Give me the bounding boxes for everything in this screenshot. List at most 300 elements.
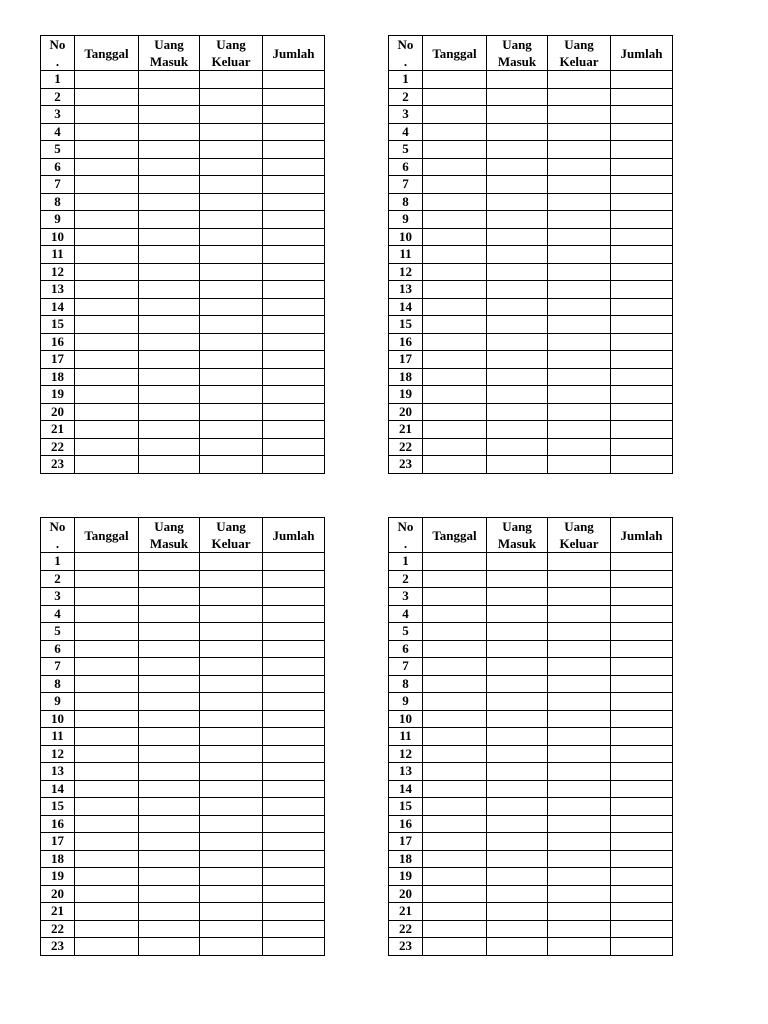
uang-masuk-cell <box>139 193 200 211</box>
row-number: 22 <box>41 438 75 456</box>
jumlah-cell <box>611 640 673 658</box>
jumlah-cell <box>263 815 325 833</box>
row-number: 19 <box>389 868 423 886</box>
uang-keluar-cell <box>548 456 611 474</box>
uang-keluar-cell <box>200 868 263 886</box>
table-row <box>41 903 325 921</box>
row-number: 18 <box>389 368 423 386</box>
row-number: 13 <box>41 281 75 299</box>
tanggal-cell <box>75 263 139 281</box>
uang-masuk-cell <box>487 763 548 781</box>
uang-masuk-cell <box>487 281 548 299</box>
jumlah-cell <box>263 281 325 299</box>
uang-masuk-cell <box>139 763 200 781</box>
row-number: 20 <box>389 885 423 903</box>
uang-keluar-cell <box>200 351 263 369</box>
row-number: 15 <box>389 316 423 334</box>
uang-keluar-cell <box>200 141 263 159</box>
uang-keluar-cell <box>548 228 611 246</box>
tanggal-cell <box>75 658 139 676</box>
uang-masuk-cell <box>139 403 200 421</box>
uang-keluar-cell <box>548 623 611 641</box>
row-number: 18 <box>389 850 423 868</box>
table-row <box>389 246 673 264</box>
table-row <box>389 710 673 728</box>
uang-keluar-cell <box>200 386 263 404</box>
table-row <box>41 123 325 141</box>
tanggal-cell <box>423 588 487 606</box>
row-number: 4 <box>389 605 423 623</box>
ledger-body <box>41 553 325 956</box>
ledger-body <box>41 71 325 474</box>
tanggal-cell <box>75 938 139 956</box>
table-row <box>41 553 325 571</box>
uang-masuk-cell <box>139 123 200 141</box>
row-number: 3 <box>389 588 423 606</box>
jumlah-cell <box>263 351 325 369</box>
tanggal-cell <box>75 815 139 833</box>
row-number: 4 <box>41 123 75 141</box>
tanggal-cell <box>423 141 487 159</box>
uang-masuk-cell <box>139 438 200 456</box>
row-number: 23 <box>41 456 75 474</box>
tanggal-cell <box>423 623 487 641</box>
tanggal-cell <box>75 246 139 264</box>
table-row <box>389 123 673 141</box>
row-number: 12 <box>389 263 423 281</box>
tanggal-cell <box>75 88 139 106</box>
uang-keluar-cell <box>200 903 263 921</box>
tanggal-cell <box>75 386 139 404</box>
uang-masuk-cell <box>139 158 200 176</box>
uang-masuk-cell <box>139 833 200 851</box>
uang-keluar-cell <box>200 780 263 798</box>
row-number: 10 <box>41 710 75 728</box>
uang-masuk-cell <box>487 553 548 571</box>
jumlah-cell <box>611 281 673 299</box>
ledger-table-bottom-right <box>388 517 673 956</box>
uang-masuk-cell <box>487 333 548 351</box>
uang-masuk-cell <box>487 920 548 938</box>
ledger-table-top-left <box>40 35 325 474</box>
table-row <box>41 333 325 351</box>
row-number: 7 <box>41 176 75 194</box>
jumlah-cell <box>263 333 325 351</box>
jumlah-cell <box>611 850 673 868</box>
row-number: 7 <box>389 658 423 676</box>
uang-masuk-cell <box>139 658 200 676</box>
uang-keluar-cell <box>548 570 611 588</box>
uang-masuk-cell <box>487 106 548 124</box>
tanggal-cell <box>423 421 487 439</box>
tanggal-cell <box>423 745 487 763</box>
tanggal-cell <box>423 368 487 386</box>
jumlah-cell <box>611 333 673 351</box>
row-number: 14 <box>389 780 423 798</box>
uang-masuk-cell <box>139 588 200 606</box>
tanggal-cell <box>75 211 139 229</box>
header-uang-keluar <box>548 518 611 553</box>
uang-keluar-cell <box>548 421 611 439</box>
tanggal-cell <box>75 316 139 334</box>
tanggal-cell <box>423 281 487 299</box>
table-row <box>389 158 673 176</box>
row-number: 4 <box>41 605 75 623</box>
tanggal-cell <box>423 263 487 281</box>
tanggal-cell <box>75 351 139 369</box>
jumlah-cell <box>611 780 673 798</box>
table-row <box>389 920 673 938</box>
tanggal-cell <box>75 728 139 746</box>
table-row <box>389 298 673 316</box>
jumlah-cell <box>611 675 673 693</box>
tanggal-cell <box>75 850 139 868</box>
jumlah-cell <box>611 868 673 886</box>
tanggal-cell <box>75 885 139 903</box>
row-number: 16 <box>41 333 75 351</box>
ledger-body <box>389 71 673 474</box>
tanggal-cell <box>423 246 487 264</box>
tanggal-cell <box>75 780 139 798</box>
header-tanggal: Tanggal <box>75 36 139 71</box>
table-row <box>41 368 325 386</box>
jumlah-cell <box>611 403 673 421</box>
tanggal-cell <box>75 421 139 439</box>
jumlah-cell <box>611 833 673 851</box>
jumlah-cell <box>611 588 673 606</box>
tanggal-cell <box>423 228 487 246</box>
jumlah-cell <box>263 623 325 641</box>
table-row <box>41 228 325 246</box>
header-keluar-line1: Uang <box>564 519 594 534</box>
tanggal-cell <box>75 833 139 851</box>
header-no-line1: No <box>397 519 414 534</box>
table-row <box>389 763 673 781</box>
header-keluar-line1: Uang <box>564 37 594 52</box>
table-row <box>389 815 673 833</box>
header-tanggal: Tanggal <box>423 518 487 553</box>
uang-masuk-cell <box>139 246 200 264</box>
jumlah-cell <box>611 421 673 439</box>
table-row <box>41 710 325 728</box>
tanggal-cell <box>423 640 487 658</box>
row-number: 21 <box>389 903 423 921</box>
tanggal-cell <box>423 570 487 588</box>
row-number: 7 <box>389 176 423 194</box>
uang-keluar-cell <box>200 421 263 439</box>
row-number: 14 <box>41 780 75 798</box>
row-number: 17 <box>41 833 75 851</box>
uang-keluar-cell <box>548 333 611 351</box>
uang-masuk-cell <box>139 106 200 124</box>
jumlah-cell <box>611 553 673 571</box>
tanggal-cell <box>75 588 139 606</box>
tanggal-cell <box>75 798 139 816</box>
table-row <box>389 88 673 106</box>
tanggal-cell <box>423 158 487 176</box>
tanggal-cell <box>423 728 487 746</box>
jumlah-cell <box>611 658 673 676</box>
uang-keluar-cell <box>200 193 263 211</box>
uang-keluar-cell <box>548 640 611 658</box>
header-uang-keluar <box>200 518 263 553</box>
uang-masuk-cell <box>487 123 548 141</box>
row-number: 18 <box>41 850 75 868</box>
row-number: 13 <box>389 763 423 781</box>
uang-masuk-cell <box>487 228 548 246</box>
table-row <box>41 570 325 588</box>
tanggal-cell <box>75 368 139 386</box>
table-row <box>41 815 325 833</box>
uang-masuk-cell <box>487 850 548 868</box>
uang-keluar-cell <box>200 438 263 456</box>
uang-keluar-cell <box>548 693 611 711</box>
jumlah-cell <box>263 850 325 868</box>
tanggal-cell <box>423 710 487 728</box>
uang-keluar-cell <box>200 298 263 316</box>
uang-masuk-cell <box>487 316 548 334</box>
uang-masuk-cell <box>139 263 200 281</box>
jumlah-cell <box>263 368 325 386</box>
table-row <box>41 71 325 89</box>
uang-keluar-cell <box>200 728 263 746</box>
tanggal-cell <box>75 640 139 658</box>
header-no-line2: . <box>403 536 408 551</box>
row-number: 3 <box>389 106 423 124</box>
table-row <box>41 885 325 903</box>
row-number: 2 <box>41 570 75 588</box>
tanggal-cell <box>75 141 139 159</box>
row-number: 1 <box>389 553 423 571</box>
header-masuk-line1: Uang <box>154 519 184 534</box>
uang-masuk-cell <box>139 228 200 246</box>
tanggal-cell <box>423 885 487 903</box>
table-row <box>41 158 325 176</box>
jumlah-cell <box>611 71 673 89</box>
jumlah-cell <box>611 141 673 159</box>
row-number: 11 <box>389 246 423 264</box>
table-row <box>389 780 673 798</box>
jumlah-cell <box>263 920 325 938</box>
table-row <box>389 640 673 658</box>
uang-masuk-cell <box>139 850 200 868</box>
table-row <box>41 588 325 606</box>
uang-masuk-cell <box>487 745 548 763</box>
table-row <box>41 763 325 781</box>
table-row <box>41 246 325 264</box>
table-row <box>41 88 325 106</box>
uang-masuk-cell <box>487 868 548 886</box>
uang-keluar-cell <box>548 833 611 851</box>
row-number: 22 <box>389 920 423 938</box>
uang-keluar-cell <box>548 728 611 746</box>
row-number: 17 <box>41 351 75 369</box>
header-keluar-line2: Keluar <box>559 536 599 551</box>
jumlah-cell <box>611 386 673 404</box>
jumlah-cell <box>611 88 673 106</box>
tanggal-cell <box>423 456 487 474</box>
tanggal-cell <box>423 316 487 334</box>
jumlah-cell <box>263 263 325 281</box>
tanggal-cell <box>75 158 139 176</box>
jumlah-cell <box>611 263 673 281</box>
table-row <box>389 833 673 851</box>
jumlah-cell <box>263 570 325 588</box>
jumlah-cell <box>263 438 325 456</box>
table-row <box>389 456 673 474</box>
row-number: 10 <box>41 228 75 246</box>
tanggal-cell <box>423 553 487 571</box>
header-tanggal: Tanggal <box>423 36 487 71</box>
row-number: 22 <box>389 438 423 456</box>
tanggal-cell <box>75 693 139 711</box>
uang-keluar-cell <box>200 798 263 816</box>
row-number: 5 <box>389 623 423 641</box>
uang-keluar-cell <box>548 675 611 693</box>
tanggal-cell <box>423 386 487 404</box>
ledger-header <box>41 518 325 553</box>
table-row <box>41 920 325 938</box>
table-row <box>389 316 673 334</box>
row-number: 6 <box>389 640 423 658</box>
tanggal-cell <box>423 438 487 456</box>
table-row <box>41 403 325 421</box>
jumlah-cell <box>611 106 673 124</box>
table-row <box>41 281 325 299</box>
jumlah-cell <box>263 123 325 141</box>
uang-keluar-cell <box>200 605 263 623</box>
jumlah-cell <box>263 158 325 176</box>
jumlah-cell <box>263 298 325 316</box>
header-no-line1: No <box>397 37 414 52</box>
tanggal-cell <box>75 123 139 141</box>
row-number: 1 <box>41 553 75 571</box>
uang-keluar-cell <box>200 833 263 851</box>
table-row <box>41 745 325 763</box>
row-number: 21 <box>389 421 423 439</box>
tanggal-cell <box>423 176 487 194</box>
table-row <box>41 351 325 369</box>
table-row <box>389 588 673 606</box>
header-masuk-line2: Masuk <box>497 536 537 551</box>
table-row <box>41 421 325 439</box>
table-row <box>389 658 673 676</box>
jumlah-cell <box>611 316 673 334</box>
uang-keluar-cell <box>200 920 263 938</box>
row-number: 6 <box>41 158 75 176</box>
uang-masuk-cell <box>487 693 548 711</box>
tanggal-cell <box>75 763 139 781</box>
uang-masuk-cell <box>487 623 548 641</box>
jumlah-cell <box>263 193 325 211</box>
tanggal-cell <box>75 675 139 693</box>
jumlah-cell <box>611 605 673 623</box>
uang-masuk-cell <box>139 553 200 571</box>
jumlah-cell <box>611 623 673 641</box>
row-number: 22 <box>41 920 75 938</box>
uang-masuk-cell <box>487 246 548 264</box>
uang-keluar-cell <box>548 780 611 798</box>
jumlah-cell <box>611 710 673 728</box>
uang-keluar-cell <box>548 553 611 571</box>
header-keluar-line2: Keluar <box>559 54 599 69</box>
jumlah-cell <box>263 833 325 851</box>
tanggal-cell <box>423 833 487 851</box>
uang-keluar-cell <box>200 106 263 124</box>
table-row <box>41 263 325 281</box>
ledger-table-bottom-left <box>40 517 325 956</box>
tanggal-cell <box>75 605 139 623</box>
header-no <box>41 36 75 71</box>
uang-keluar-cell <box>548 903 611 921</box>
uang-keluar-cell <box>200 623 263 641</box>
uang-keluar-cell <box>200 658 263 676</box>
uang-masuk-cell <box>139 316 200 334</box>
jumlah-cell <box>611 815 673 833</box>
jumlah-cell <box>263 588 325 606</box>
uang-keluar-cell <box>548 316 611 334</box>
uang-keluar-cell <box>548 106 611 124</box>
jumlah-cell <box>263 176 325 194</box>
uang-masuk-cell <box>139 605 200 623</box>
uang-masuk-cell <box>139 368 200 386</box>
row-number: 23 <box>41 938 75 956</box>
row-number: 14 <box>41 298 75 316</box>
row-number: 11 <box>41 246 75 264</box>
jumlah-cell <box>611 456 673 474</box>
row-number: 10 <box>389 710 423 728</box>
uang-keluar-cell <box>200 938 263 956</box>
tanggal-cell <box>75 298 139 316</box>
jumlah-cell <box>263 693 325 711</box>
row-number: 5 <box>41 623 75 641</box>
tanggal-cell <box>75 71 139 89</box>
row-number: 23 <box>389 456 423 474</box>
uang-masuk-cell <box>139 351 200 369</box>
jumlah-cell <box>263 745 325 763</box>
table-row <box>389 106 673 124</box>
uang-keluar-cell <box>548 403 611 421</box>
row-number: 11 <box>41 728 75 746</box>
header-uang-masuk <box>487 518 548 553</box>
jumlah-cell <box>263 228 325 246</box>
tanggal-cell <box>75 868 139 886</box>
table-row <box>41 640 325 658</box>
uang-keluar-cell <box>548 850 611 868</box>
tanggal-cell <box>423 605 487 623</box>
row-number: 17 <box>389 833 423 851</box>
uang-masuk-cell <box>139 211 200 229</box>
tanggal-cell <box>423 763 487 781</box>
row-number: 2 <box>389 570 423 588</box>
uang-keluar-cell <box>200 456 263 474</box>
uang-keluar-cell <box>200 88 263 106</box>
tanggal-cell <box>423 798 487 816</box>
tanggal-cell <box>75 570 139 588</box>
header-uang-masuk <box>487 36 548 71</box>
uang-keluar-cell <box>548 386 611 404</box>
tanggal-cell <box>75 106 139 124</box>
uang-masuk-cell <box>487 141 548 159</box>
row-number: 19 <box>389 386 423 404</box>
uang-masuk-cell <box>139 386 200 404</box>
header-no <box>41 518 75 553</box>
uang-masuk-cell <box>487 403 548 421</box>
uang-keluar-cell <box>548 351 611 369</box>
uang-masuk-cell <box>487 368 548 386</box>
uang-keluar-cell <box>200 123 263 141</box>
table-row <box>389 605 673 623</box>
